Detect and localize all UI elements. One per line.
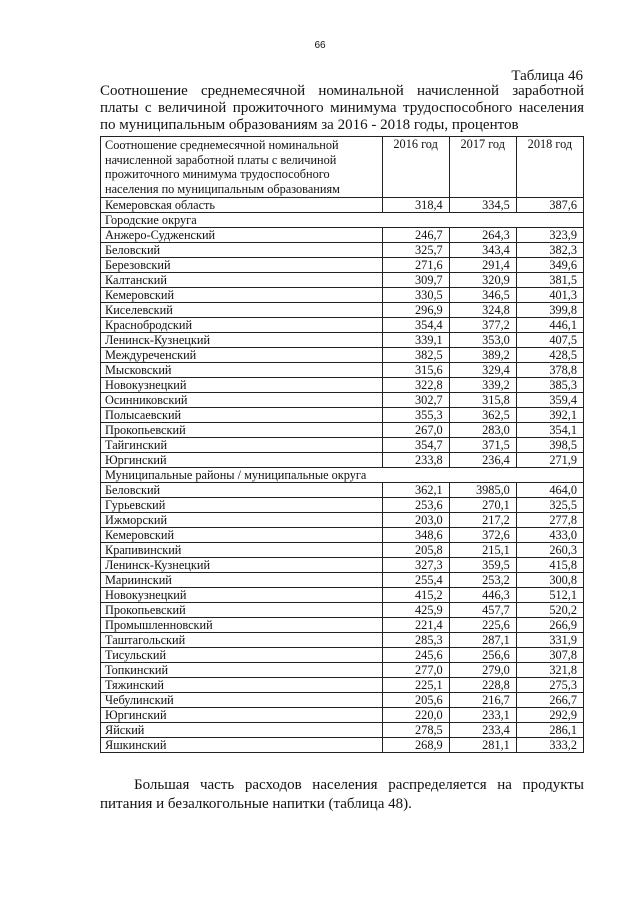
cell-2018: 382,3 — [516, 243, 583, 258]
cell-2018: 286,1 — [516, 723, 583, 738]
row-label: Киселевский — [101, 303, 383, 318]
row-label: Топкинский — [101, 663, 383, 678]
cell-2018: 378,8 — [516, 363, 583, 378]
cell-2017: 389,2 — [449, 348, 516, 363]
cell-2018: 266,9 — [516, 618, 583, 633]
table-body — [101, 198, 584, 753]
row-label: Чебулинский — [101, 693, 383, 708]
row-label: Прокопьевский — [101, 603, 383, 618]
cell-2017: 329,4 — [449, 363, 516, 378]
table-row — [101, 693, 584, 708]
cell-2018: 398,5 — [516, 438, 583, 453]
row-label: Анжеро-Судженский — [101, 228, 383, 243]
table-row-region — [101, 198, 584, 213]
row-label: Кемеровский — [101, 528, 383, 543]
table-row — [101, 663, 584, 678]
cell-2016: 302,7 — [382, 393, 449, 408]
cell-2017: 228,8 — [449, 678, 516, 693]
cell-2018: 381,5 — [516, 273, 583, 288]
table-row — [101, 708, 584, 723]
row-label: Ленинск-Кузнецкий — [101, 333, 383, 348]
cell-2017: 359,5 — [449, 558, 516, 573]
cell-2016: 221,4 — [382, 618, 449, 633]
table-row — [101, 378, 584, 393]
cell-2016: 309,7 — [382, 273, 449, 288]
row-label: Тайгинский — [101, 438, 383, 453]
cell-2016: 355,3 — [382, 408, 449, 423]
cell-2018: 331,9 — [516, 633, 583, 648]
cell-2016: 415,2 — [382, 588, 449, 603]
cell-2016: 225,1 — [382, 678, 449, 693]
cell-2017: 377,2 — [449, 318, 516, 333]
cell-2016: 220,0 — [382, 708, 449, 723]
cell-2018: 323,9 — [516, 228, 583, 243]
table-row — [101, 288, 584, 303]
row-label: Тяжинский — [101, 678, 383, 693]
cell-2018: 300,8 — [516, 573, 583, 588]
table-row — [101, 438, 584, 453]
table-row — [101, 393, 584, 408]
row-label: Кемеровский — [101, 288, 383, 303]
table-row — [101, 243, 584, 258]
cell-2017: 264,3 — [449, 228, 516, 243]
cell-2017: 270,1 — [449, 498, 516, 513]
cell-2018: 464,0 — [516, 483, 583, 498]
cell-2018: 325,5 — [516, 498, 583, 513]
row-label: Яшкинский — [101, 738, 383, 753]
cell-2018: 333,2 — [516, 738, 583, 753]
row-label: Ленинск-Кузнецкий — [101, 558, 383, 573]
section-label: Городские округа — [101, 213, 584, 228]
cell-2018: 277,8 — [516, 513, 583, 528]
cell-2018: 260,3 — [516, 543, 583, 558]
cell-2016: 246,7 — [382, 228, 449, 243]
row-label: Таштагольский — [101, 633, 383, 648]
row-label: Промышленновский — [101, 618, 383, 633]
cell-2018: 415,8 — [516, 558, 583, 573]
cell-2016: 285,3 — [382, 633, 449, 648]
table-row — [101, 228, 584, 243]
row-label: Тисульский — [101, 648, 383, 663]
cell-2016: 354,7 — [382, 438, 449, 453]
page-number: 66 — [314, 40, 326, 51]
cell-2017: 279,0 — [449, 663, 516, 678]
cell-2018: 292,9 — [516, 708, 583, 723]
cell-2018: 387,6 — [516, 198, 583, 213]
section-row-districts — [101, 468, 584, 483]
table-row — [101, 273, 584, 288]
cell-2016: 348,6 — [382, 528, 449, 543]
row-label: Междуреченский — [101, 348, 383, 363]
table-row — [101, 738, 584, 753]
table-row — [101, 558, 584, 573]
row-label: Кемеровская область — [101, 198, 383, 213]
cell-2016: 205,6 — [382, 693, 449, 708]
cell-2018: 407,5 — [516, 333, 583, 348]
cell-2017: 339,2 — [449, 378, 516, 393]
cell-2017: 446,3 — [449, 588, 516, 603]
cell-2017: 283,0 — [449, 423, 516, 438]
table-row — [101, 303, 584, 318]
cell-2017: 334,5 — [449, 198, 516, 213]
header-year-2017: 2017 год — [449, 137, 516, 198]
table-title: Соотношение среднемесячной номинальной начисленной заработной платы с величиной прожиточного минимума трудоспособного населения по муниципальным образованиям за 2016 - 2018 годы, процентов — [100, 83, 584, 133]
row-label: Юргинский — [101, 453, 383, 468]
body-paragraph: Большая часть расходов населения распределяется на продукты питания и безалкогольные напитки (таблица 48). — [100, 777, 584, 812]
cell-2017: 287,1 — [449, 633, 516, 648]
cell-2018: 399,8 — [516, 303, 583, 318]
cell-2017: 371,5 — [449, 438, 516, 453]
row-label: Мысковский — [101, 363, 383, 378]
cell-2017: 217,2 — [449, 513, 516, 528]
cell-2018: 307,8 — [516, 648, 583, 663]
table-row — [101, 648, 584, 663]
table-row — [101, 483, 584, 498]
row-label: Калтанский — [101, 273, 383, 288]
cell-2016: 318,4 — [382, 198, 449, 213]
table-row — [101, 348, 584, 363]
cell-2018: 520,2 — [516, 603, 583, 618]
cell-2016: 330,5 — [382, 288, 449, 303]
table-row — [101, 513, 584, 528]
cell-2016: 233,8 — [382, 453, 449, 468]
row-label: Новокузнецкий — [101, 378, 383, 393]
cell-2018: 359,4 — [516, 393, 583, 408]
cell-2017: 315,8 — [449, 393, 516, 408]
cell-2016: 271,6 — [382, 258, 449, 273]
cell-2018: 385,3 — [516, 378, 583, 393]
cell-2018: 446,1 — [516, 318, 583, 333]
cell-2017: 216,7 — [449, 693, 516, 708]
cell-2016: 268,9 — [382, 738, 449, 753]
row-label: Крапивинский — [101, 543, 383, 558]
table-row — [101, 333, 584, 348]
cell-2016: 205,8 — [382, 543, 449, 558]
cell-2018: 433,0 — [516, 528, 583, 543]
cell-2017: 372,6 — [449, 528, 516, 543]
cell-2016: 425,9 — [382, 603, 449, 618]
section-label: Муниципальные районы / муниципальные округа — [101, 468, 584, 483]
cell-2016: 267,0 — [382, 423, 449, 438]
row-label: Полысаевский — [101, 408, 383, 423]
cell-2018: 349,6 — [516, 258, 583, 273]
cell-2017: 281,1 — [449, 738, 516, 753]
cell-2017: 353,0 — [449, 333, 516, 348]
cell-2016: 278,5 — [382, 723, 449, 738]
cell-2016: 315,6 — [382, 363, 449, 378]
row-label: Ижморский — [101, 513, 383, 528]
header-description: Соотношение среднемесячной номинальной начисленной заработной платы с величиной прожиточного минимума трудоспособного населения по муниципальным образованиям — [101, 137, 383, 198]
row-label: Прокопьевский — [101, 423, 383, 438]
table-label: Таблица 46 — [511, 68, 583, 84]
cell-2017: 225,6 — [449, 618, 516, 633]
row-label: Березовский — [101, 258, 383, 273]
cell-2018: 428,5 — [516, 348, 583, 363]
cell-2018: 275,3 — [516, 678, 583, 693]
cell-2018: 392,1 — [516, 408, 583, 423]
cell-2016: 339,1 — [382, 333, 449, 348]
cell-2016: 322,8 — [382, 378, 449, 393]
cell-2016: 354,4 — [382, 318, 449, 333]
cell-2017: 457,7 — [449, 603, 516, 618]
cell-2017: 291,4 — [449, 258, 516, 273]
table-row — [101, 723, 584, 738]
cell-2017: 233,1 — [449, 708, 516, 723]
cell-2017: 253,2 — [449, 573, 516, 588]
cell-2017: 3985,0 — [449, 483, 516, 498]
table-header-row — [101, 137, 584, 198]
table-row — [101, 258, 584, 273]
row-label: Беловский — [101, 243, 383, 258]
section-row-urban — [101, 213, 584, 228]
table-row — [101, 588, 584, 603]
cell-2016: 277,0 — [382, 663, 449, 678]
table-row — [101, 318, 584, 333]
row-label: Беловский — [101, 483, 383, 498]
cell-2016: 325,7 — [382, 243, 449, 258]
data-table — [100, 136, 584, 753]
header-year-2016: 2016 год — [382, 137, 449, 198]
cell-2016: 382,5 — [382, 348, 449, 363]
row-label: Яйский — [101, 723, 383, 738]
cell-2018: 321,8 — [516, 663, 583, 678]
cell-2016: 245,6 — [382, 648, 449, 663]
table-row — [101, 618, 584, 633]
row-label: Новокузнецкий — [101, 588, 383, 603]
table-row — [101, 363, 584, 378]
table-row — [101, 498, 584, 513]
row-label: Гурьевский — [101, 498, 383, 513]
cell-2018: 271,9 — [516, 453, 583, 468]
table-row — [101, 408, 584, 423]
table-row — [101, 423, 584, 438]
header-year-2018: 2018 год — [516, 137, 583, 198]
cell-2017: 362,5 — [449, 408, 516, 423]
table-row — [101, 573, 584, 588]
table-row — [101, 603, 584, 618]
cell-2017: 346,5 — [449, 288, 516, 303]
cell-2016: 296,9 — [382, 303, 449, 318]
cell-2016: 253,6 — [382, 498, 449, 513]
cell-2017: 215,1 — [449, 543, 516, 558]
cell-2017: 324,8 — [449, 303, 516, 318]
cell-2017: 343,4 — [449, 243, 516, 258]
cell-2017: 236,4 — [449, 453, 516, 468]
table-row — [101, 453, 584, 468]
cell-2017: 256,6 — [449, 648, 516, 663]
cell-2016: 362,1 — [382, 483, 449, 498]
cell-2018: 266,7 — [516, 693, 583, 708]
row-label: Осинниковский — [101, 393, 383, 408]
table-row — [101, 528, 584, 543]
cell-2016: 255,4 — [382, 573, 449, 588]
row-label: Мариинский — [101, 573, 383, 588]
cell-2018: 354,1 — [516, 423, 583, 438]
cell-2016: 327,3 — [382, 558, 449, 573]
row-label: Краснобродский — [101, 318, 383, 333]
cell-2017: 320,9 — [449, 273, 516, 288]
cell-2018: 401,3 — [516, 288, 583, 303]
table-row — [101, 678, 584, 693]
table-row — [101, 633, 584, 648]
row-label: Юргинский — [101, 708, 383, 723]
cell-2017: 233,4 — [449, 723, 516, 738]
table-row — [101, 543, 584, 558]
cell-2018: 512,1 — [516, 588, 583, 603]
cell-2016: 203,0 — [382, 513, 449, 528]
